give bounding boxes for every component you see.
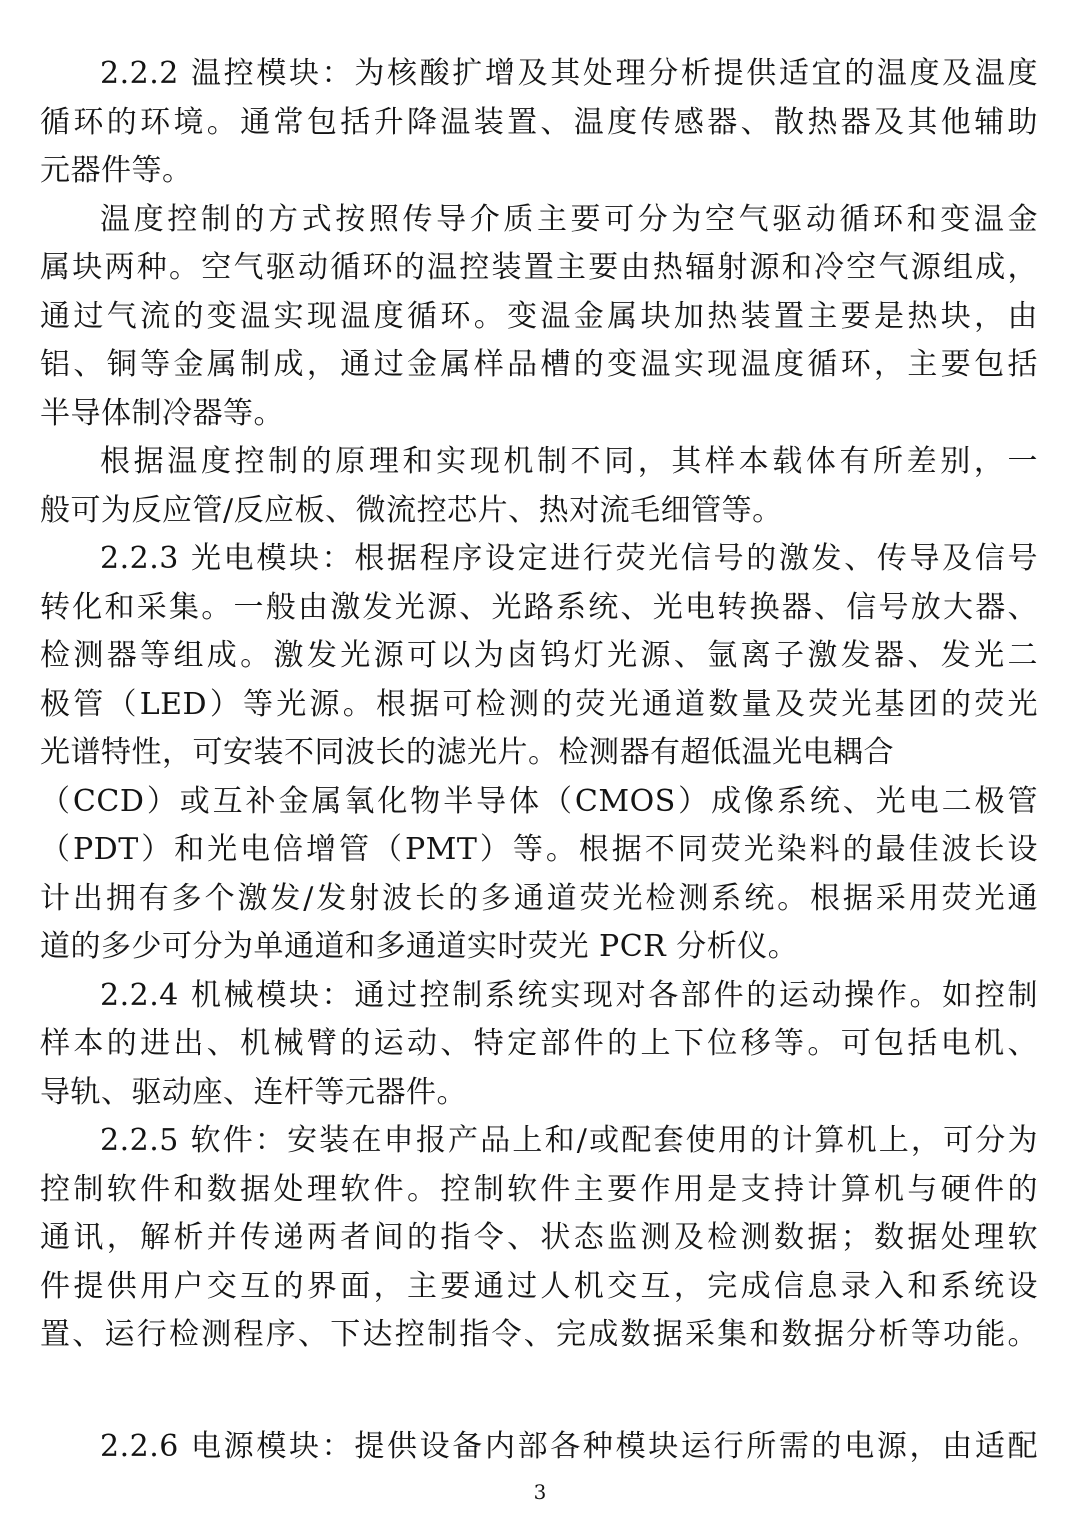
paragraph [40, 196, 1038, 439]
text-line: （CCD）或互补金属氧化物半导体（CMOS）成像系统、光电二极管 [40, 783, 1038, 819]
paragraph [40, 972, 1038, 1118]
text-line: 2.2.4 机械模块：通过控制系统实现对各部件的运动操作。如控制 [100, 977, 1038, 1013]
text-line: 2.2.5 软件：安装在申报产品上和/或配套使用的计算机上，可分为 [100, 1123, 1038, 1158]
text-line: 置、运行检测程序、下达控制指令、完成数据采集和数据分析等功能。 [40, 1317, 1038, 1352]
paragraph [40, 50, 1038, 196]
text-line: 控制软件和数据处理软件。控制软件主要作用是支持计算机与硬件的 [40, 1171, 1038, 1207]
paragraph [40, 535, 1038, 972]
text-line: 极管（LED）等光源。根据可检测的荧光通道数量及荧光基团的荧光 [40, 686, 1038, 722]
text-line: 元器件等。 [40, 153, 193, 188]
text-line: （PDT）和光电倍增管（PMT）等。根据不同荧光染料的最佳波长设 [40, 832, 1038, 867]
text-line: 2.2.2 温控模块：为核酸扩增及其处理分析提供适宜的温度及温度 [100, 56, 1038, 91]
text-line: 2.2.6 电源模块：提供设备内部各种模块运行所需的电源，由适配 [100, 1428, 1038, 1464]
paragraph [40, 1117, 1038, 1360]
text-line: 道的多少可分为单通道和多通道实时荧光 PCR 分析仪。 [40, 929, 799, 964]
text-line: 温度控制的方式按照传导介质主要可分为空气驱动循环和变温金 [100, 201, 1038, 237]
text-line: 循环的环境。通常包括升降温装置、温度传感器、散热器及其他辅助 [40, 104, 1038, 140]
text-line: 通过气流的变温实现温度循环。变温金属块加热装置主要是热块，由 [40, 298, 1038, 334]
text-line: 般可为反应管/反应板、微流控芯片、热对流毛细管等。 [40, 492, 783, 528]
text-line: 样本的进出、机械臂的运动、特定部件的上下位移等。可包括电机、 [40, 1026, 1038, 1061]
text-line: 根据温度控制的原理和实现机制不同，其样本载体有所差别，一 [100, 444, 1038, 479]
text-line: 计出拥有多个激发/发射波长的多通道荧光检测系统。根据采用荧光通 [40, 880, 1038, 916]
document-body [40, 50, 1038, 1471]
text-line: 2.2.3 光电模块：根据程序设定进行荧光信号的激发、传导及信号 [100, 541, 1038, 576]
text-line: 属块两种。空气驱动循环的温控装置主要由热辐射源和冷空气源组成， [40, 250, 1038, 285]
text-line: 件提供用户交互的界面，主要通过人机交互，完成信息录入和系统设 [40, 1268, 1038, 1304]
page-number: 3 [533, 1480, 547, 1504]
paragraph [40, 1423, 1038, 1472]
text-line: 半导体制冷器等。 [40, 395, 284, 431]
text-line: 检测器等组成。激发光源可以为卤钨灯光源、氩离子激发器、发光二 [40, 638, 1038, 673]
text-line: 光谱特性，可安装不同波长的滤光片。检测器有超低温光电耦合 [40, 735, 894, 770]
text-line: 铝、铜等金属制成，通过金属样品槽的变温实现温度循环，主要包括 [40, 347, 1038, 382]
text-line: 转化和采集。一般由激发光源、光路系统、光电转换器、信号放大器、 [40, 589, 1038, 625]
text-line: 导轨、驱动座、连杆等元器件。 [40, 1074, 467, 1110]
paragraph [40, 438, 1038, 535]
text-line: 通讯，解析并传递两者间的指令、状态监测及检测数据；数据处理软 [40, 1220, 1038, 1255]
